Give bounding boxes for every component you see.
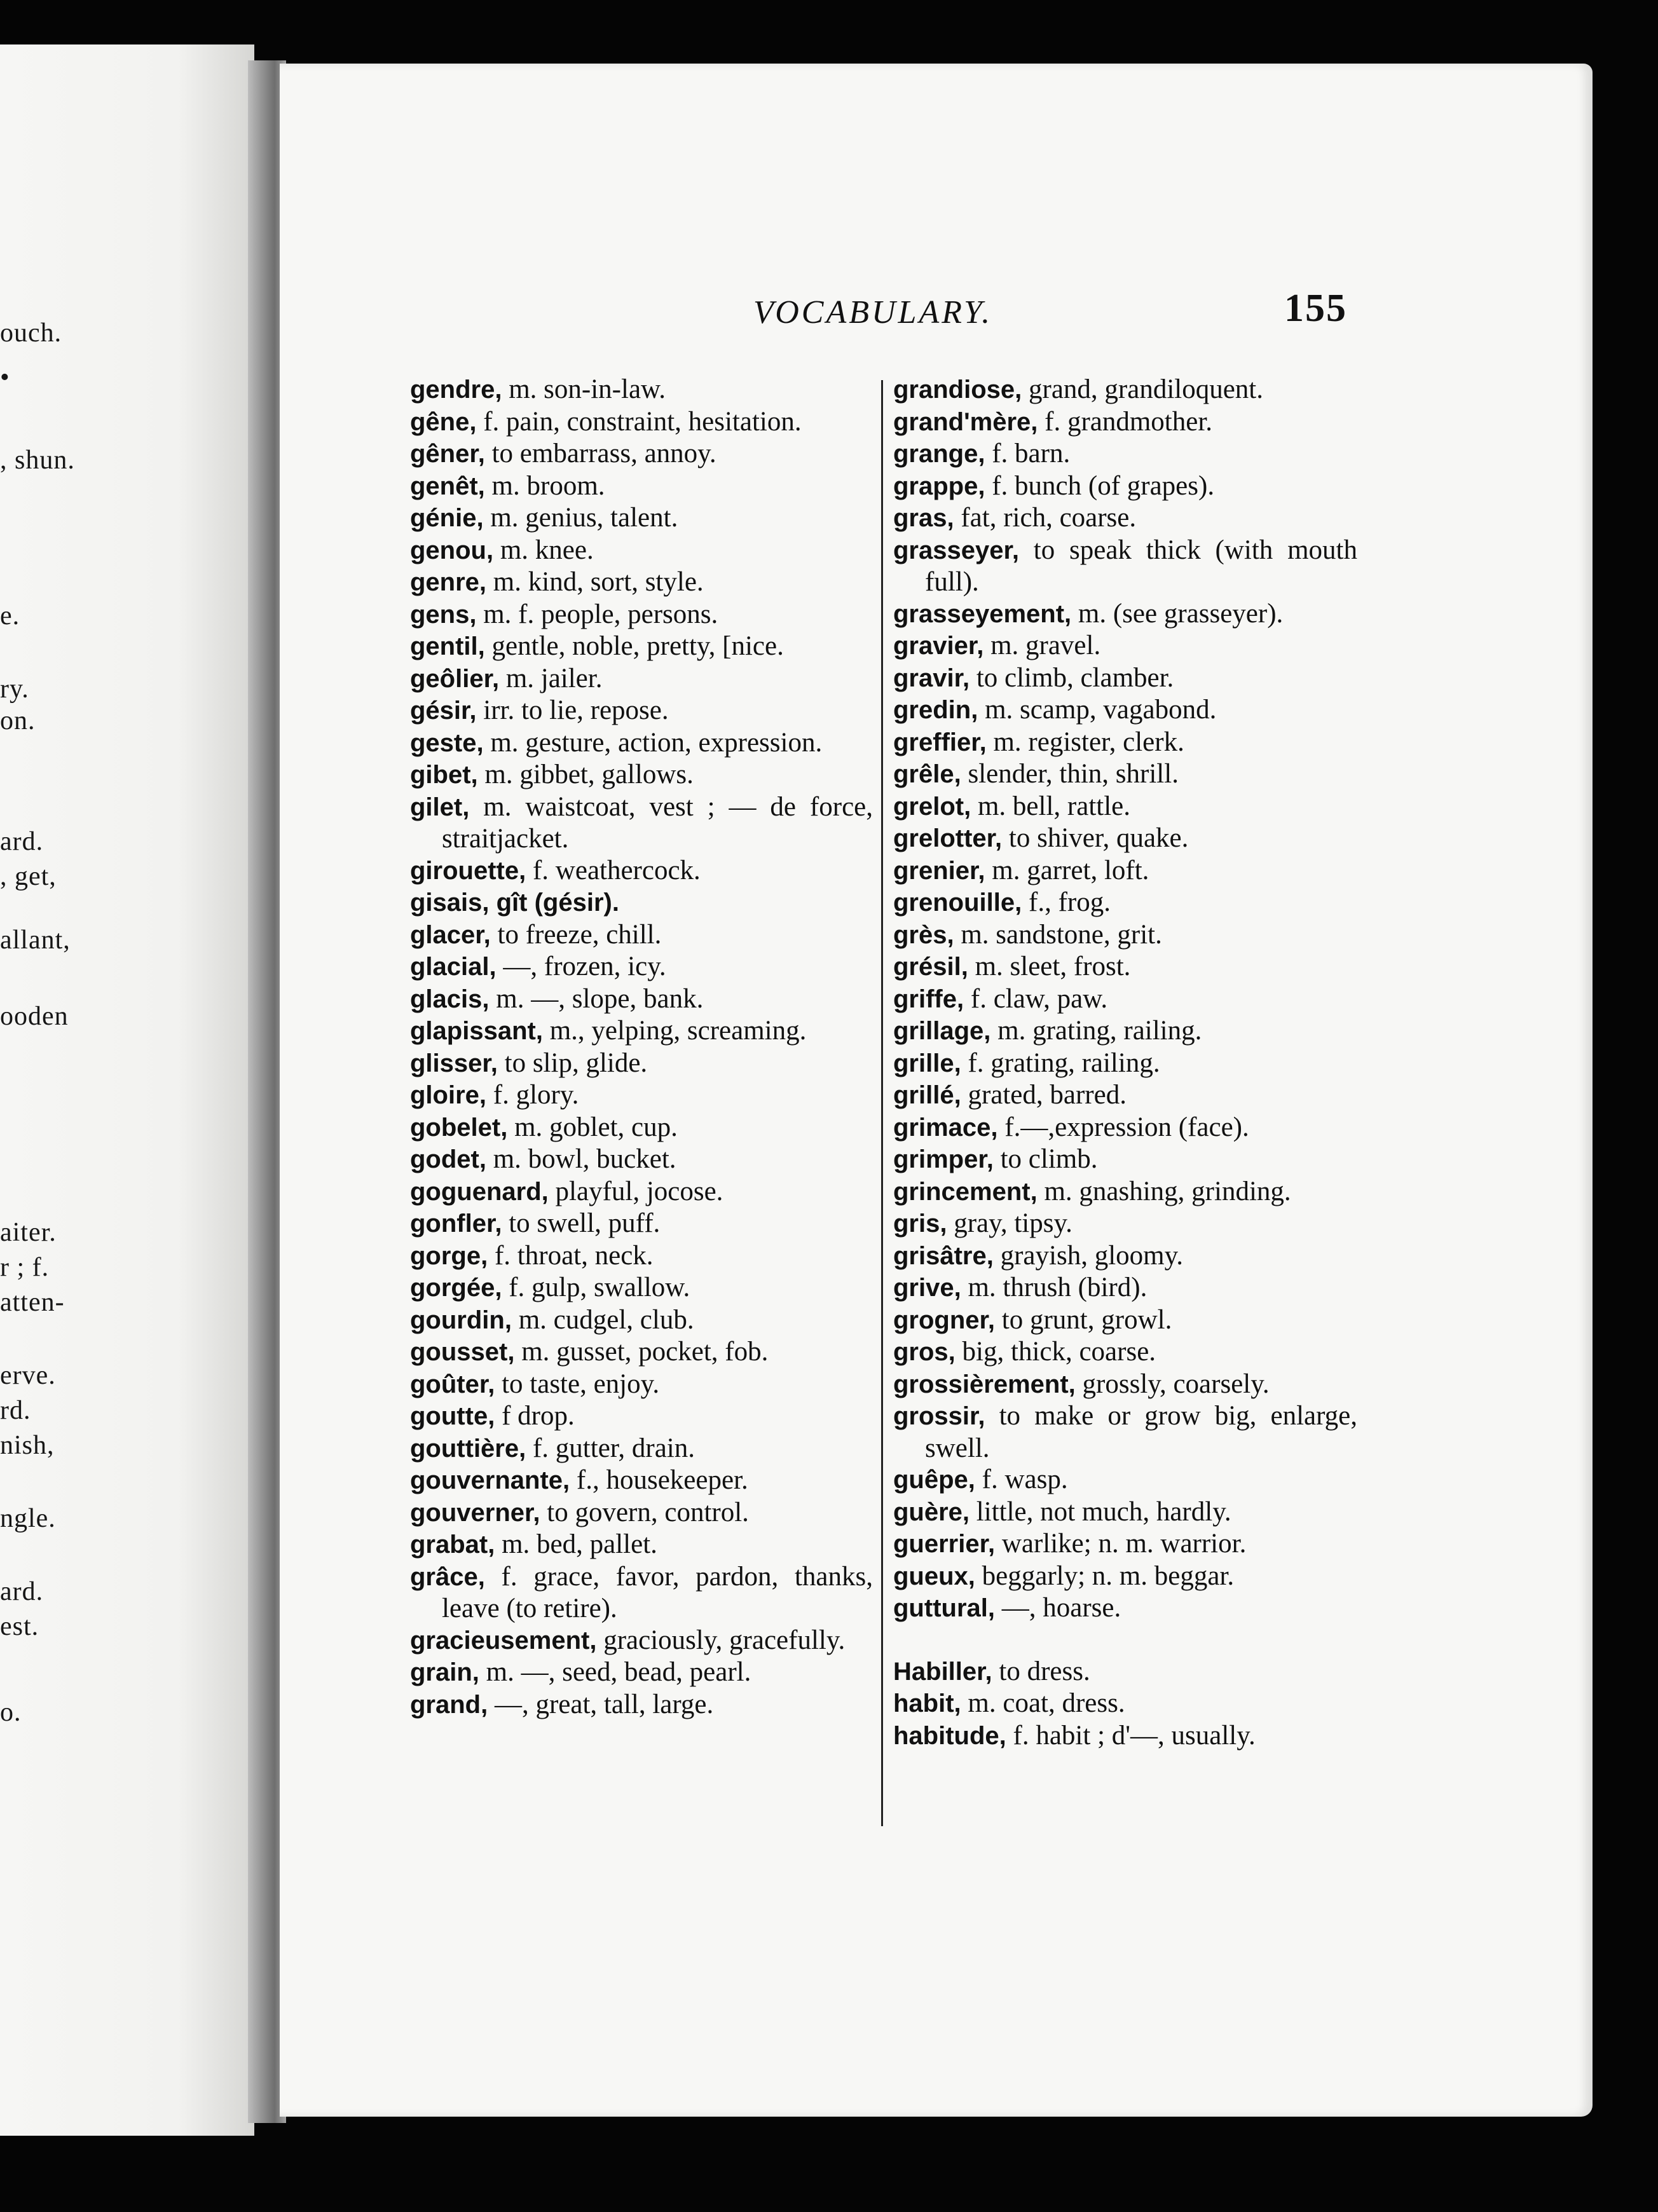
entry-definition: m., yelping, screaming.: [542, 1016, 807, 1046]
vocabulary-entry: [893, 1015, 1357, 1048]
entry-definition: m. goblet, cup.: [507, 1112, 678, 1142]
entry-headword: grimace,: [893, 1113, 998, 1142]
vocabulary-entry: [410, 1240, 873, 1273]
entry-headword: grenouille,: [893, 889, 1022, 917]
vocabulary-entry: [893, 1112, 1357, 1144]
vocabulary-entry: [410, 759, 873, 791]
entry-headword: godet,: [410, 1145, 486, 1173]
vocabulary-entry: [410, 470, 873, 503]
entry-definition: slender, thin, shrill.: [961, 759, 1179, 789]
entry-definition: m. bell, rattle.: [971, 791, 1130, 821]
vocabulary-entry: [410, 695, 873, 727]
entry-definition: f. glory.: [486, 1080, 579, 1110]
entry-headword: grelotter,: [893, 824, 1003, 852]
vocabulary-entry: [410, 951, 873, 983]
vocabulary-entry: [410, 406, 873, 439]
entry-definition: m. gravel.: [983, 631, 1101, 660]
vocabulary-entry: [893, 1496, 1357, 1529]
vocabulary-entry: [410, 535, 873, 567]
entry-definition: m. cudgel, club.: [511, 1304, 694, 1335]
vocabulary-entry: [410, 1656, 873, 1689]
entry-definition: fat, rich, coarse.: [954, 503, 1137, 533]
entry-headword: geste,: [410, 728, 484, 757]
vocabulary-entry: [893, 470, 1357, 503]
entry-headword: grésil,: [893, 953, 968, 981]
vocabulary-entry: [893, 887, 1357, 919]
entry-definition: m. jailer.: [499, 663, 603, 693]
entry-headword: genre,: [410, 568, 487, 596]
entry-headword: girouette,: [410, 856, 526, 885]
facing-page-fragment: nish,: [0, 1431, 55, 1460]
entry-definition: grayish, gloomy.: [993, 1240, 1184, 1271]
entry-headword: grasseyement,: [893, 599, 1072, 628]
entry-headword: gras,: [893, 504, 954, 532]
entry-definition: to grunt, growl.: [995, 1304, 1172, 1335]
vocabulary-entry: [410, 983, 873, 1016]
entry-headword: glacer,: [410, 920, 491, 949]
entry-headword: genou,: [410, 536, 494, 564]
entry-definition: m. bowl, bucket.: [486, 1144, 676, 1174]
entry-definition: m. sandstone, grit.: [954, 919, 1162, 950]
vocabulary-entry: [893, 919, 1357, 952]
entry-definition: to taste, enjoy.: [495, 1369, 660, 1399]
entry-headword: gourdin,: [410, 1306, 512, 1334]
entry-headword: gens,: [410, 600, 477, 629]
entry-definition: to govern, control.: [540, 1497, 749, 1527]
entry-headword: gouvernante,: [410, 1466, 570, 1494]
entry-headword: gloire,: [410, 1081, 487, 1109]
vocabulary-entry: [410, 1112, 873, 1144]
entry-headword: gousset,: [410, 1338, 515, 1366]
entry-headword: grive,: [893, 1274, 961, 1302]
entry-headword: grincement,: [893, 1177, 1038, 1206]
vocabulary-entry: [893, 1464, 1357, 1496]
vocabulary-entry: [410, 663, 873, 695]
entry-headword: gobelet,: [410, 1113, 508, 1142]
facing-page-fragment: e.: [0, 601, 20, 631]
entry-definition: m. sleet, frost.: [968, 952, 1131, 981]
entry-definition: f. claw, paw.: [964, 983, 1108, 1014]
vocabulary-entry: [893, 983, 1357, 1016]
entry-definition: f. gutter, drain.: [526, 1433, 695, 1463]
facing-page-fragment: o.: [0, 1698, 22, 1727]
vocabulary-entry: [893, 1272, 1357, 1304]
entry-headword: guerrier,: [893, 1530, 996, 1558]
entry-headword: grossir,: [893, 1402, 985, 1430]
vocabulary-entry: [410, 1015, 873, 1048]
vocabulary-entry: [410, 631, 873, 663]
entry-headword: gredin,: [893, 696, 978, 724]
vocabulary-entry: [893, 1336, 1357, 1369]
entry-headword: gracieusement,: [410, 1626, 597, 1655]
entry-headword: goûter,: [410, 1370, 495, 1398]
entry-definition: to swell, puff.: [502, 1208, 661, 1238]
entry-definition: m. knee.: [493, 535, 594, 565]
entry-headword: grelot,: [893, 792, 971, 821]
vocabulary-entry: [893, 1720, 1357, 1752]
entry-headword: grimper,: [893, 1145, 994, 1173]
vocabulary-entry: [893, 823, 1357, 855]
vocabulary-entry: [893, 1656, 1357, 1688]
column-divider: [881, 380, 883, 1826]
entry-definition: little, not much, hardly.: [969, 1496, 1231, 1527]
entry-definition: m. kind, sort, style.: [486, 567, 704, 597]
entry-headword: gendre,: [410, 376, 502, 404]
entry-definition: grossly, coarsely.: [1075, 1369, 1270, 1399]
vocabulary-entry: [893, 438, 1357, 470]
vocabulary-entry: [410, 791, 873, 855]
entry-definition: to climb, clamber.: [969, 662, 1174, 693]
entry-definition: m. garret, loft.: [985, 855, 1149, 885]
entry-definition: f., housekeeper.: [570, 1465, 748, 1495]
vocabulary-entry: [893, 662, 1357, 695]
facing-page-fragment: r ; f.: [0, 1253, 50, 1282]
vocabulary-entry: [893, 1528, 1357, 1560]
entry-headword: grandiose,: [893, 376, 1022, 404]
vocabulary-entry: [410, 502, 873, 535]
entry-definition: m. —, slope, bank.: [489, 983, 704, 1014]
entry-definition: m. gibbet, gallows.: [477, 760, 694, 789]
entry-definition: to make or grow big, enlarge, swell.: [925, 1401, 1357, 1463]
entry-headword: gésir,: [410, 697, 477, 725]
vocabulary-entry: [410, 1144, 873, 1176]
entry-headword: grêle,: [893, 760, 961, 788]
entry-headword: gêner,: [410, 440, 485, 468]
entry-definition: m. thrush (bird).: [961, 1273, 1148, 1302]
vocabulary-entry: [410, 1079, 873, 1112]
facing-page-fragment: rd.: [0, 1396, 31, 1425]
facing-page-fragment: ard.: [0, 827, 44, 856]
entry-definition: f. bunch (of grapes).: [985, 470, 1215, 501]
entry-definition: f. weathercock.: [526, 855, 701, 885]
vocabulary-entry: [410, 1369, 873, 1401]
vocabulary-entry: [893, 502, 1357, 535]
running-head: VOCABULARY.: [753, 294, 993, 331]
entry-definition: —, hoarse.: [994, 1593, 1121, 1623]
entry-headword: grillé,: [893, 1081, 961, 1109]
entry-definition: m. grating, railing.: [990, 1016, 1202, 1046]
facing-page-edge: [0, 44, 254, 2136]
vocabulary-entry: [410, 1464, 873, 1497]
entry-definition: m. register, clerk.: [986, 727, 1184, 757]
entry-definition: m. coat, dress.: [961, 1688, 1125, 1718]
entry-definition: f. gulp, swallow.: [502, 1273, 690, 1302]
entry-headword: gorge,: [410, 1241, 488, 1270]
entry-definition: to slip, glide.: [497, 1048, 648, 1078]
entry-definition: big, thick, coarse.: [955, 1337, 1156, 1367]
vocabulary-entry: [410, 1529, 873, 1561]
entry-definition: to shiver, quake.: [1002, 823, 1189, 853]
vocabulary-entry: [893, 1240, 1357, 1273]
entry-definition: to freeze, chill.: [490, 919, 662, 950]
vocabulary-entry: [893, 855, 1357, 887]
entry-headword: grand,: [410, 1690, 488, 1719]
entry-definition: to embarrass, annoy.: [484, 439, 716, 468]
entry-headword: gorgée,: [410, 1274, 502, 1302]
entry-headword: grillage,: [893, 1017, 991, 1045]
entry-definition: irr. to lie, repose.: [476, 695, 669, 725]
facing-page-fragment: on.: [0, 706, 36, 735]
entry-headword: grappe,: [893, 472, 985, 500]
entry-definition: m. gusset, pocket, fob.: [514, 1337, 769, 1367]
vocabulary-entry: [893, 791, 1357, 823]
vocabulary-entry: [893, 1592, 1357, 1625]
vocabulary-entry: [893, 1208, 1357, 1240]
entry-definition: f. throat, neck.: [488, 1240, 654, 1271]
entry-definition: m. scamp, vagabond.: [978, 695, 1217, 725]
entry-headword: guère,: [893, 1498, 970, 1526]
vocabulary-column-left: [410, 374, 873, 1721]
vocabulary-entry: [893, 1369, 1357, 1401]
facing-page-fragment: aiter.: [0, 1218, 57, 1247]
vocabulary-entry: [893, 951, 1357, 983]
entry-headword: grabat,: [410, 1531, 495, 1559]
facing-page-fragment: •: [0, 363, 10, 392]
facing-page-fragment: , get,: [0, 862, 57, 891]
vocabulary-entry: [893, 727, 1357, 759]
entry-headword: gueux,: [893, 1562, 975, 1590]
vocabulary-entry: [410, 1689, 873, 1721]
entry-definition: grand, grandiloquent.: [1022, 374, 1264, 404]
vocabulary-entry: [410, 1272, 873, 1304]
vocabulary-entry: [410, 919, 873, 952]
entry-headword: greffier,: [893, 728, 987, 756]
entry-definition: to dress.: [992, 1656, 1090, 1686]
vocabulary-entry: [410, 855, 873, 887]
entry-definition: to speak thick (with mouth full).: [925, 535, 1357, 597]
entry-headword: Habiller,: [893, 1657, 992, 1686]
entry-definition: f. pain, constraint, hesitation.: [476, 406, 802, 437]
vocabulary-entry: [893, 1400, 1357, 1464]
facing-page-fragment: ooden: [0, 1002, 69, 1031]
entry-headword: gouverner,: [410, 1498, 540, 1527]
entry-definition: f. grace, favor, pardon, thanks, leave (to retire).: [442, 1561, 873, 1623]
vocabulary-entry: [410, 1433, 873, 1465]
vocabulary-entry: [410, 1176, 873, 1208]
vocabulary-entry: [410, 1336, 873, 1369]
entry-headword: geôlier,: [410, 664, 500, 693]
entry-definition: f. habit ; d'—, usually.: [1006, 1720, 1256, 1751]
vocabulary-entry: [410, 1400, 873, 1433]
entry-definition: beggarly; n. m. beggar.: [975, 1560, 1235, 1591]
vocabulary-entry: [410, 727, 873, 760]
vocabulary-entry: [893, 758, 1357, 791]
facing-page-fragment: , shun.: [0, 446, 75, 475]
entry-definition: f. wasp.: [975, 1464, 1068, 1494]
vocabulary-entry: [893, 1688, 1357, 1720]
vocabulary-entry: [893, 374, 1357, 406]
page-number: 155: [1284, 287, 1347, 330]
vocabulary-entry: [893, 1079, 1357, 1112]
entry-headword: guêpe,: [893, 1466, 975, 1494]
entry-headword: gisais, gît (gésir).: [410, 889, 619, 917]
vocabulary-entry: [893, 1144, 1357, 1176]
vocabulary-entry: [410, 1304, 873, 1337]
vocabulary-entry: [893, 630, 1357, 662]
vocabulary-entry: [893, 1176, 1357, 1208]
entry-headword: habit,: [893, 1690, 961, 1717]
entry-definition: m. —, seed, bead, pearl.: [479, 1657, 751, 1687]
entry-headword: grisâtre,: [893, 1241, 994, 1270]
vocabulary-entry: [893, 1304, 1357, 1337]
entry-headword: habitude,: [893, 1721, 1006, 1750]
entry-headword: grain,: [410, 1658, 479, 1686]
entry-definition: m. gnashing, grinding.: [1037, 1176, 1291, 1206]
entry-definition: f. grandmother.: [1038, 406, 1213, 437]
facing-page-fragment: est.: [0, 1612, 39, 1641]
vocabulary-entry: [410, 1625, 873, 1657]
vocabulary-entry: [410, 1561, 873, 1625]
entry-headword: goguenard,: [410, 1177, 549, 1206]
entry-headword: guttural,: [893, 1594, 995, 1622]
entry-definition: m. bed, pallet.: [495, 1529, 657, 1559]
entry-definition: gray, tipsy.: [947, 1208, 1072, 1238]
entry-definition: —, great, tall, large.: [488, 1689, 714, 1719]
entry-definition: playful, jocose.: [548, 1176, 723, 1206]
entry-definition: m. (see grasseyer).: [1071, 598, 1284, 629]
entry-headword: gris,: [893, 1210, 947, 1238]
vocabulary-entry: [410, 438, 873, 470]
entry-headword: gentil,: [410, 632, 485, 660]
entry-definition: m. broom.: [484, 470, 605, 501]
facing-page-fragment: ouch.: [0, 318, 62, 348]
entry-headword: grange,: [893, 440, 985, 468]
facing-page-fragment: allant,: [0, 925, 71, 955]
vocabulary-entry: [410, 599, 873, 631]
entry-headword: glacial,: [410, 953, 497, 981]
vocabulary-entry: [410, 1208, 873, 1240]
entry-headword: grogner,: [893, 1306, 996, 1334]
entry-definition: m. son-in-law.: [502, 374, 666, 404]
entry-headword: goutte,: [410, 1402, 495, 1430]
vocabulary-entry: [410, 1048, 873, 1080]
vocabulary-entry: [893, 1560, 1357, 1593]
entry-definition: m. waistcoat, vest ; — de force, straitjacket.: [442, 791, 873, 854]
entry-headword: gibet,: [410, 761, 478, 789]
entry-headword: gravir,: [893, 664, 970, 692]
entry-definition: graciously, gracefully.: [596, 1625, 846, 1655]
vocabulary-entry: [893, 1048, 1357, 1080]
entry-definition: warlike; n. m. warrior.: [995, 1529, 1247, 1559]
vocabulary-entry: [410, 887, 873, 919]
entry-definition: f.—,expression (face).: [997, 1112, 1249, 1142]
entry-definition: m. gesture, action, expression.: [483, 727, 823, 758]
entry-headword: grenier,: [893, 856, 985, 885]
facing-page-fragment: ngle.: [0, 1504, 56, 1533]
entry-headword: glapissant,: [410, 1017, 543, 1045]
vocabulary-entry: [893, 406, 1357, 439]
entry-definition: f. grating, railing.: [961, 1048, 1160, 1078]
entry-headword: gros,: [893, 1338, 956, 1366]
entry-headword: griffe,: [893, 985, 964, 1013]
entry-definition: f., frog.: [1022, 887, 1111, 917]
entry-definition: m. genius, talent.: [483, 503, 678, 533]
vocabulary-entry: [410, 1497, 873, 1529]
entry-definition: gentle, noble, pretty, [nice.: [484, 631, 784, 661]
facing-page-fragment: erve.: [0, 1361, 56, 1390]
vocabulary-column-right: [893, 374, 1357, 1752]
entry-headword: glacis,: [410, 985, 490, 1013]
vocabulary-entry: [410, 374, 873, 406]
entry-headword: genêt,: [410, 472, 485, 500]
entry-headword: gêne,: [410, 407, 477, 436]
entry-definition: f. barn.: [985, 439, 1071, 468]
entry-headword: grand'mère,: [893, 407, 1038, 436]
entry-definition: m. f. people, persons.: [476, 599, 718, 629]
entry-headword: gilet,: [410, 793, 470, 821]
facing-page-fragment: ard.: [0, 1577, 44, 1606]
entry-headword: grasseyer,: [893, 536, 1019, 564]
entry-headword: glisser,: [410, 1049, 498, 1077]
entry-definition: grated, barred.: [961, 1080, 1127, 1110]
vocabulary-entry: [893, 598, 1357, 631]
vocabulary-entry: [893, 535, 1357, 598]
facing-page-fragment: atten-: [0, 1288, 65, 1317]
entry-headword: grille,: [893, 1049, 961, 1077]
entry-headword: grâce,: [410, 1562, 485, 1591]
entry-headword: gonfler,: [410, 1210, 502, 1238]
entry-definition: —, frozen, icy.: [496, 952, 666, 981]
entry-headword: grès,: [893, 920, 954, 949]
entry-definition: to climb.: [993, 1144, 1098, 1174]
vocabulary-entry: [410, 566, 873, 599]
facing-page-fragment: ry.: [0, 674, 29, 704]
entry-headword: gravier,: [893, 632, 984, 660]
entry-definition: f drop.: [495, 1401, 575, 1431]
vocabulary-entry: [893, 694, 1357, 727]
entry-headword: gouttière,: [410, 1434, 526, 1463]
entry-headword: grossièrement,: [893, 1370, 1076, 1398]
entry-headword: génie,: [410, 504, 484, 532]
